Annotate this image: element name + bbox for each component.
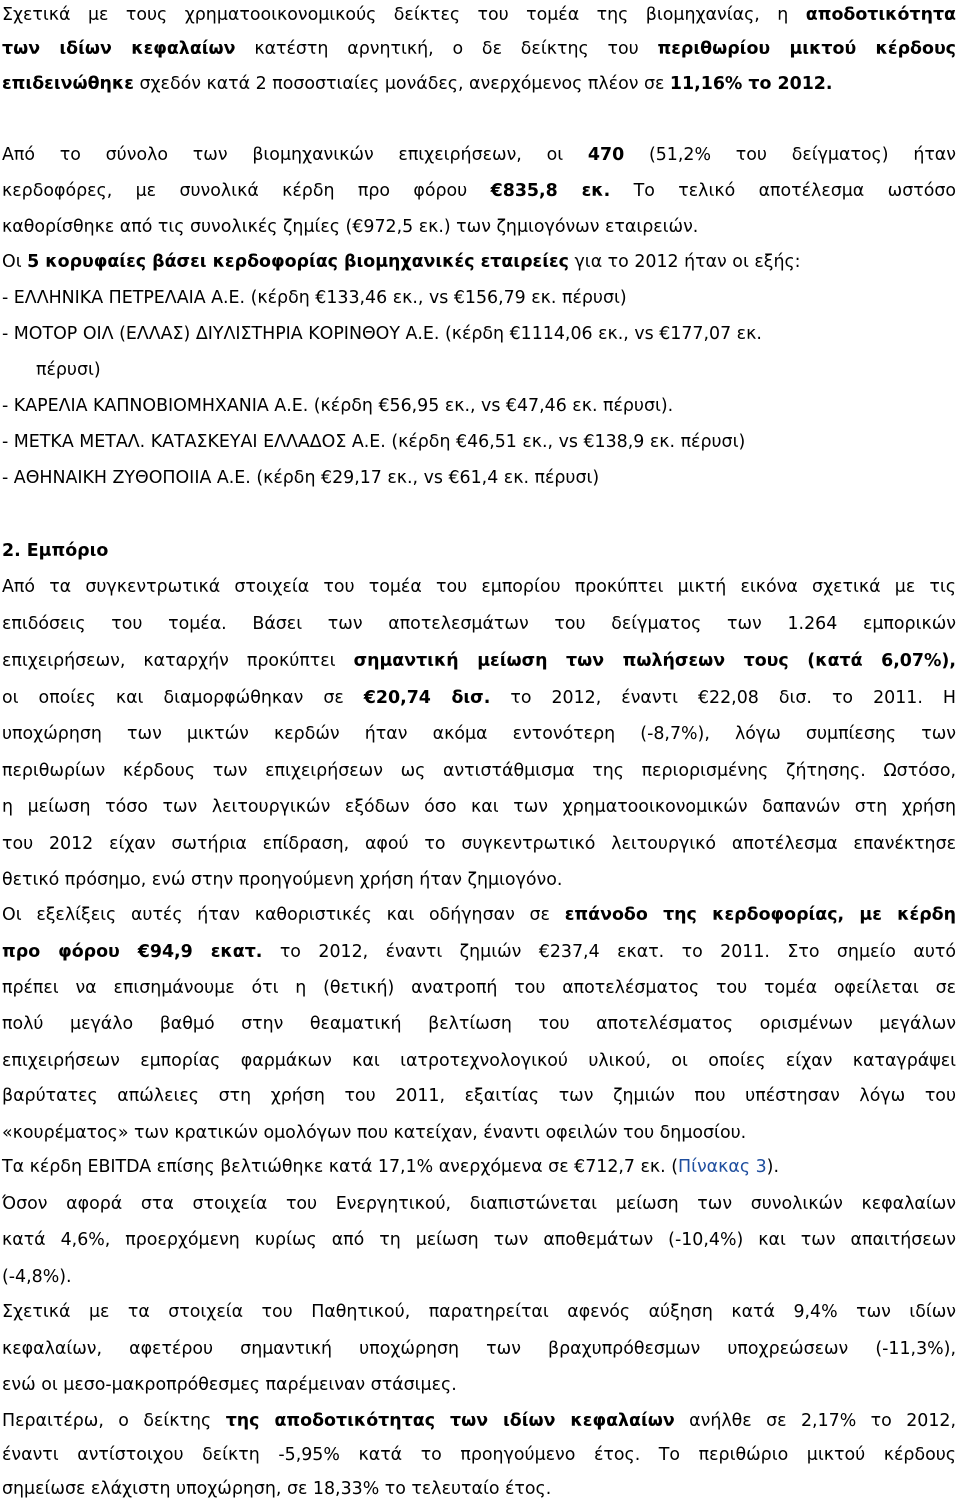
text-line (2, 1118, 746, 1148)
text-line (2, 973, 956, 1003)
text-run: κατά 4,6%, προερχόμενη κυρίως από τη μείωση των αποθεμάτων (-10,4%) και των απαιτήσεων (2, 1230, 956, 1250)
text-run: επιδόσεις του τομέα. Βάσει των αποτελεσμάτων του δείγματος των 1.264 εμπορικών (2, 614, 956, 634)
text-run: Σχετικά με τους χρηματοοικονομικούς δείκτες του τομέα της βιομηχανίας, η (2, 5, 806, 25)
text-run: (-4,8%). (2, 1267, 72, 1287)
text-run: πρέπει να επισημάνουμε ότι η (θετική) ανατροπή του αποτελέσματος του τομέα οφείλεται σε (2, 978, 956, 998)
text-run-bold: των ιδίων κεφαλαίων (2, 39, 236, 59)
text-line (2, 865, 562, 895)
text-run-bold: σημαντική μείωση των πωλήσεων τους (κατά 6,07%), (353, 651, 956, 671)
text-line (2, 646, 956, 676)
list-item (2, 463, 599, 493)
text-run: - ΚΑΡΕΛΙΑ ΚΑΠΝΟΒΙΟΜΗΧΑΝΙΑ Α.Ε. (κέρδη €56,95 εκ., vs €47,46 εκ. πέρυσι). (2, 396, 674, 416)
text-run: περιθωρίων κέρδους των επιχειρήσεων ως αντιστάθμισμα της περιορισμένης ζήτησης. Ωστόσο, (2, 761, 956, 781)
text-line (2, 1474, 551, 1504)
text-run: Τα κέρδη EBITDA επίσης βελτιώθηκε κατά 17,1% ανερχόμενα σε €712,7 εκ. ( (2, 1157, 678, 1177)
text-run: θετικό πρόσημο, ενώ στην προηγούμενη χρήση ήταν ζημιογόνο. (2, 870, 563, 890)
text-run: κεφαλαίων, αφετέρου σημαντική υποχώρηση των βραχυπρόθεσμων υποχρεώσεων (-11,3%), (2, 1339, 956, 1359)
table-reference-link[interactable]: Πίνακας 3 (678, 1157, 767, 1177)
text-line (2, 1152, 779, 1182)
text-line (2, 176, 956, 206)
text-run: Το τελικό αποτέλεσμα ωστόσο (610, 181, 956, 201)
text-line (2, 900, 956, 930)
text-run-bold: 11,16% το 2012. (669, 74, 833, 94)
text-run: έναντι αντίστοιχου δείκτη -5,95% κατά το προηγούμενο έτος. Το περιθώριο μικτού κέρδους (2, 1445, 956, 1465)
list-item (2, 391, 673, 421)
list-item (2, 427, 745, 457)
text-run: επιχειρήσεων εμπορίας φαρμάκων και ιατροτεχνολογικού υλικού, οι οποίες είχαν καταγράψει (2, 1051, 956, 1071)
text-run: σημείωσε ελάχιστη υποχώρηση, σε 18,33% το τελευταίο έτος. (2, 1479, 552, 1499)
text-line (2, 1440, 956, 1470)
text-run: το 2012, έναντι ζημιών €237,4 εκατ. το 2011. Στο σημείο αυτό (262, 942, 956, 962)
text-run-bold: της αποδοτικότητας των ιδίων κεφαλαίων (225, 1411, 675, 1431)
text-line (2, 719, 956, 749)
text-line (2, 1046, 956, 1076)
text-run: καθορίσθηκε από τις συνολικές ζημίες (€972,5 εκ.) των ζημιογόνων εταιρειών. (2, 217, 699, 237)
text-run-bold: περιθωρίου μικτού κέρδους (657, 39, 956, 59)
text-run: (51,2% του δείγματος) ήταν (624, 145, 956, 165)
text-run: ). (766, 1157, 779, 1177)
text-run: ανήλθε σε 2,17% το 2012, (674, 1411, 956, 1431)
text-run: υποχώρηση των μικτών κερδών ήταν ακόμα εντονότερη (-8,7%), λόγω συμπίεσης των (2, 724, 956, 744)
text-run-bold: προ φόρου €94,9 εκατ. (2, 942, 263, 962)
text-run: - ΑΘΗΝΑΙΚΗ ΖΥΘΟΠΟΙΙΑ Α.Ε. (κέρδη €29,17 εκ., vs €61,4 εκ. πέρυσι) (2, 468, 600, 488)
text-line (2, 937, 956, 967)
text-line (2, 683, 956, 713)
text-line (2, 140, 956, 170)
text-run-bold: αποδοτικότητα (805, 5, 956, 25)
text-run: Οι (2, 252, 28, 272)
text-line (2, 1081, 956, 1111)
text-run-bold: 5 κορυφαίες βάσει κερδοφορίας βιομηχανικές εταιρείες (27, 252, 569, 272)
section-heading: 2. Εμπόριο (2, 541, 109, 561)
text-line (2, 1406, 956, 1436)
text-run: πολύ μεγάλο βαθμό στην θεαματική βελτίωση του αποτελέσματος ορισμένων μεγάλων (2, 1014, 956, 1034)
text-run: Από το σύνολο των βιομηχανικών επιχειρήσεων, οι (2, 145, 588, 165)
text-line (2, 1009, 956, 1039)
text-run: «κουρέματος» των κρατικών ομολόγων που κατείχαν, έναντι οφειλών του δημοσίου. (2, 1123, 747, 1143)
text-line (2, 34, 956, 64)
text-run: επιχειρήσεων, καταρχήν προκύπτει (2, 651, 354, 671)
text-run: του 2012 είχαν σωτήρια επίδραση, αφού το συγκεντρωτικό λειτουργικό αποτέλεσμα επανέκτησε (2, 834, 956, 854)
text-line (2, 1189, 956, 1219)
text-run-bold: επιδεινώθηκε (2, 74, 134, 94)
text-line (2, 756, 956, 786)
list-item-continuation (36, 355, 101, 385)
text-run-bold: €20,74 δισ. (363, 688, 491, 708)
text-line (2, 212, 698, 242)
text-run: βαρύτατες απώλειες στη χρήση του 2011, εξαιτίας των ζημιών που υπέστησαν λόγω του (2, 1086, 956, 1106)
text-run: για το 2012 ήταν οι εξής: (568, 252, 801, 272)
text-run: οι οποίες και διαμορφώθηκαν σε (2, 688, 364, 708)
text-line (2, 572, 956, 602)
text-line (2, 1262, 72, 1292)
text-run: - ΜΟΤΟΡ ΟΙΛ (ΕΛΛΑΣ) ΔΙΥΛΙΣΤΗΡΙΑ ΚΟΡΙΝΘΟΥ Α.Ε. (κέρδη €1114,06 εκ., vs €177,07 εκ. (2, 324, 762, 344)
text-line (2, 1370, 457, 1400)
text-line (2, 247, 801, 277)
text-line (2, 0, 956, 30)
text-line (2, 792, 956, 822)
text-line (2, 829, 956, 859)
text-line (2, 1334, 956, 1364)
text-run: σχεδόν κατά 2 ποσοστιαίες μονάδες, ανερχόμενος πλέον σε (133, 74, 670, 94)
text-run: πέρυσι) (36, 360, 101, 380)
text-run: Από τα συγκεντρωτικά στοιχεία του τομέα του εμπορίου προκύπτει μικτή εικόνα σχετικά με τις (2, 577, 956, 597)
text-run: κατέστη αρνητική, ο δε δείκτης του (235, 39, 658, 59)
text-run: Περαιτέρω, ο δείκτης (2, 1411, 226, 1431)
text-run: Όσον αφορά στα στοιχεία του Ενεργητικού, διαπιστώνεται μείωση των συνολικών κεφαλαίων (2, 1194, 956, 1214)
text-line (2, 609, 956, 639)
text-run: το 2012, έναντι €22,08 δισ. το 2011. Η (490, 688, 956, 708)
text-run: - ΕΛΛΗΝΙΚΑ ΠΕΤΡΕΛΑΙΑ Α.Ε. (κέρδη €133,46 εκ., vs €156,79 εκ. πέρυσι) (2, 288, 627, 308)
text-line (2, 1225, 956, 1255)
text-run-bold: 470 (587, 145, 625, 165)
list-item (2, 319, 762, 349)
text-run: κερδοφόρες, με συνολικά κέρδη προ φόρου (2, 181, 491, 201)
text-run: Οι εξελίξεις αυτές ήταν καθοριστικές και οδήγησαν σε (2, 905, 565, 925)
text-run-bold: €835,8 εκ. (490, 181, 611, 201)
text-run: η μείωση τόσο των λειτουργικών εξόδων όσο και των χρηματοοικονομικών δαπανών στη χρήση (2, 797, 956, 817)
text-run: ενώ οι μεσο-μακροπρόθεσμες παρέμειναν στάσιμες. (2, 1375, 457, 1395)
text-line (2, 1297, 956, 1327)
text-run: Σχετικά με τα στοιχεία του Παθητικού, παρατηρείται αφενός αύξηση κατά 9,4% των ιδίων (2, 1302, 956, 1322)
text-run-bold: επάνοδο της κερδοφορίας, με κέρδη (564, 905, 956, 925)
list-item (2, 283, 627, 313)
text-run: - ΜΕΤΚΑ ΜΕΤΑΛ. ΚΑΤΑΣΚΕΥΑΙ ΕΛΛΑΔΟΣ Α.Ε. (κέρδη €46,51 εκ., vs €138,9 εκ. πέρυσι) (2, 432, 746, 452)
text-line (2, 69, 833, 99)
